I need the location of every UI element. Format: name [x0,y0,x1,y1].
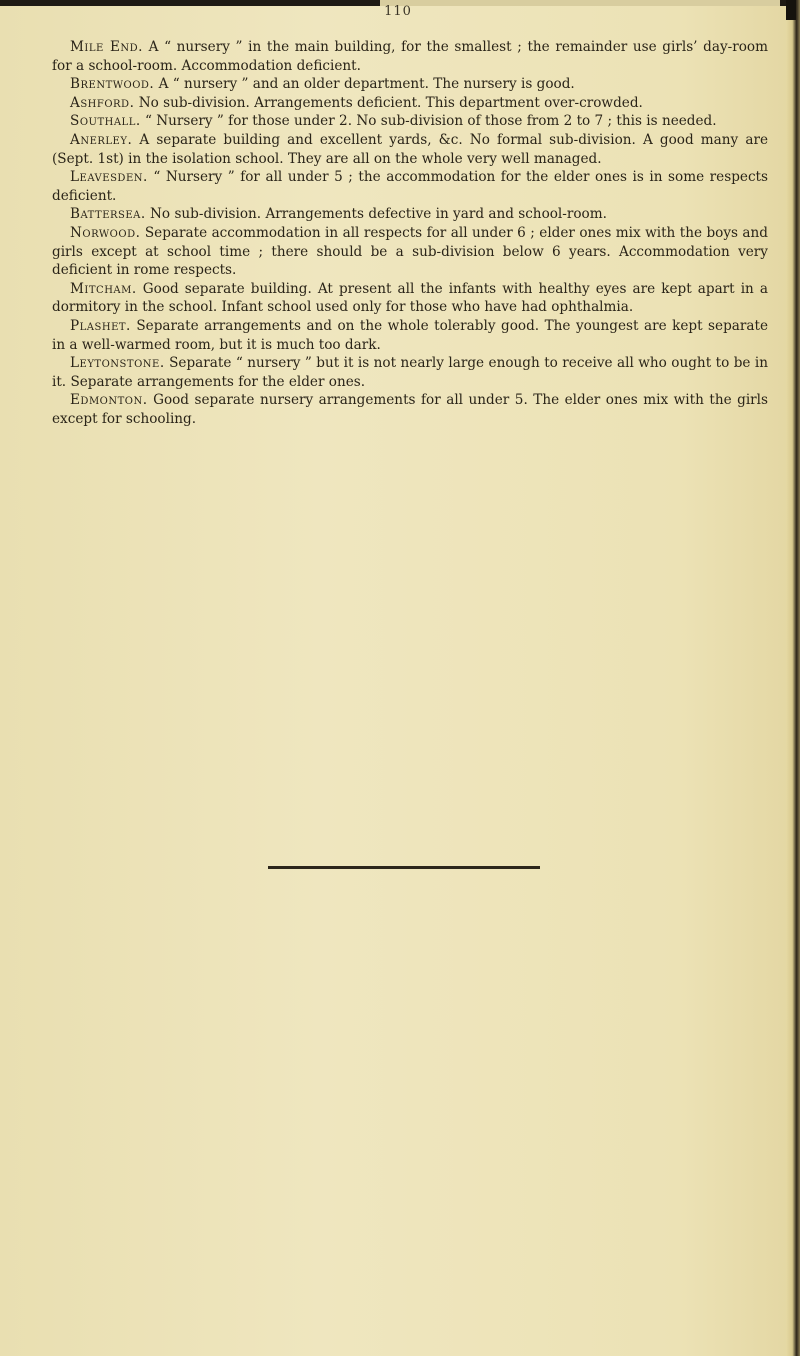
place-name: Brentwood. [70,76,155,93]
entry-text: A “ nursery ” and an older department. The nursery is good. [154,76,575,93]
bottom-rule [268,866,540,869]
place-name: Edmonton. [70,392,148,409]
page-number: 110 [384,4,412,19]
entry-brentwood [52,75,768,94]
entry-edmonton [52,391,768,428]
entry-text: Separate arrangements and on the whole tolerably good. The youngest are kept separate in a well-warmed room, but it is much too dark. [52,317,768,353]
entry-text: Good separate building. At present all the infants with healthy eyes are kept apart in a dormitory in the school. Infant school used only for those who have had ophthalmia. [52,280,768,316]
entry-text: “ Nursery ” for those under 2. No sub-division of those from 2 to 7 ; this is needed. [140,113,717,130]
entry-text: “ Nursery ” for all under 5 ; the accommodation for the elder ones is in some respects deficient. [52,169,768,204]
entry-battersea [52,205,768,224]
place-name: Plashet. [70,317,131,334]
entry-text: Good separate nursery arrangements for all under 5. The elder ones mix with the girls except for schooling. [52,392,768,427]
place-name: Southall. [70,113,141,130]
page-edge-shadow [786,0,800,1356]
place-name: Leytonstone. [70,355,165,372]
entry-ashford [52,94,768,113]
entry-text: No sub-division. Arrangements deficient. This department over-crowded. [134,94,643,111]
place-name: Ashford. [70,94,135,111]
entry-anerley [52,131,768,168]
entry-norwood [52,224,768,280]
place-name: Battersea. [70,206,146,223]
entry-text: A “ nursery ” in the main building, for the smallest ; the remainder use girls’ day-room for a school-room. Accommodation deficient. [52,39,768,74]
top-rule-gap [380,0,780,6]
entry-plashet [52,317,768,354]
entry-text: A separate building and excellent yards, &c. No formal sub-division. A good many are (Sept. 1st) in the isolation school. They are all on the whole very well managed. [52,131,768,167]
place-name: Mile End. [70,39,143,55]
entry-mitcham [52,280,768,317]
entry-leytonstone [52,354,768,391]
entry-text: No sub-division. Arrangements defective in yard and school-room. [145,206,607,223]
place-name: Mitcham. [70,280,137,297]
entry-southall [52,112,768,131]
entry-text: Separate accommodation in all respects for all under 6 ; elder ones mix with the boys and girls except at school time ; there should be a sub-division below 6 years. Accommodation very deficient in rome respects. [52,224,768,279]
page-corner-mark [786,0,796,20]
entry-leavesden [52,168,768,205]
place-name: Leavesden. [70,169,148,186]
entry-mile-end [52,38,768,75]
text-body [52,38,768,428]
place-name: Norwood. [70,224,141,241]
place-name: Anerley. [70,131,133,148]
entry-text: Separate “ nursery ” but it is not nearly large enough to receive all who ought to be in it. Separate arrangements for the elder ones. [52,355,768,390]
